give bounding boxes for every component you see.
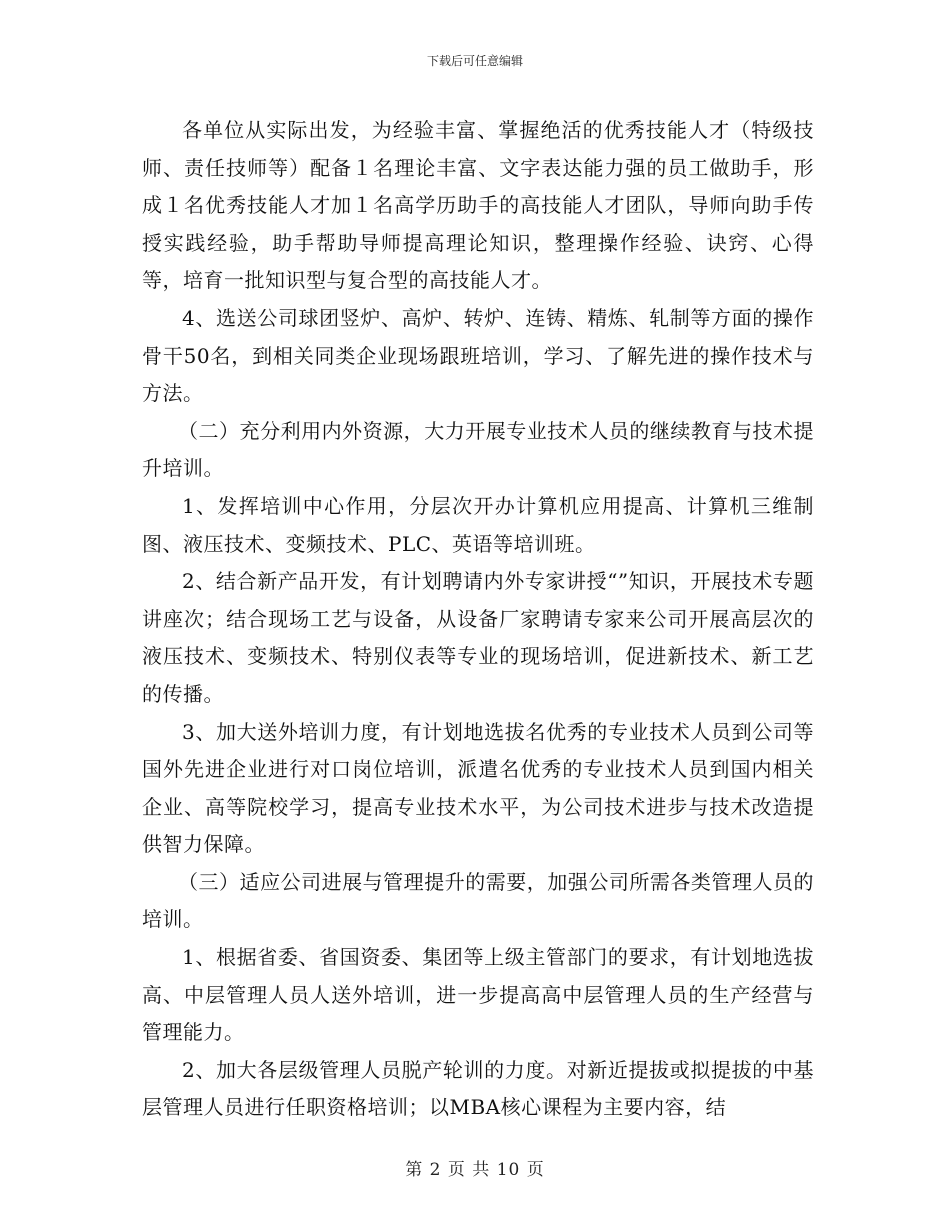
document-body: [142, 112, 814, 1127]
section-heading-2: （二）充分利用内外资源，大力开展专业技术人员的继续教育与技术提升培训。: [142, 418, 814, 481]
paragraph-item-2-rotation-training: 2、加大各层级管理人员脱产轮训的力度。对新近提拔或拟提拔的中基层管理人员进行任职资格培训；以MBA核心课程为主要内容，结: [142, 1057, 814, 1120]
page-header: 下载后可任意编辑: [426, 54, 523, 68]
paragraph-item-3-external-training: 3、加大送外培训力度，有计划地选拔名优秀的专业技术人员到公司等国外先进企业进行对口岗位培训，派遣名优秀的专业技术人员到国内相关企业、高等院校学习，提高专业技术水平，为公司技术进步与技术改造提供智力保障。: [142, 719, 814, 857]
section-heading-3: （三）适应公司进展与管理提升的需要，加强公司所需各类管理人员的培训。: [142, 869, 814, 932]
paragraph-talent-team: 各单位从实际出发，为经验丰富、掌握绝活的优秀技能人才（特级技师、责任技师等）配备１名理论丰富、文字表达能力强的员工做助手，形成１名优秀技能人才加１名高学历助手的高技能人才团队，导师向助手传授实践经验，助手帮助导师提高理论知识，整理操作经验、诀窍、心得等，培育一批知识型与复合型的高技能人才。: [142, 118, 814, 293]
paragraph-item-1-training-center: 1、发挥培训中心作用，分层次开办计算机应用提高、计算机三维制图、液压技术、变频技术、PLC、英语等培训班。: [142, 493, 814, 556]
paragraph-item-2-new-products: 2、结合新产品开发，有计划聘请内外专家讲授“”知识，开展技术专题讲座次；结合现场工艺与设备，从设备厂家聘请专家来公司开展高层次的液压技术、变频技术、特别仪表等专业的现场培训，促进新技术、新工艺的传播。: [142, 569, 814, 706]
paragraph-item-4-operators: 4、选送公司球团竖炉、高炉、转炉、连铸、精炼、轧制等方面的操作骨干50名，到相关同类企业现场跟班培训，学习、了解先进的操作技术与方法。: [142, 305, 814, 406]
paragraph-item-1-management-training: 1、根据省委、省国资委、集团等上级主管部门的要求，有计划地选拔高、中层管理人员人送外培训，进一步提高高中层管理人员的生产经营与管理能力。: [142, 945, 814, 1045]
page-footer: 第 2 页 共 10 页: [405, 1160, 545, 1180]
